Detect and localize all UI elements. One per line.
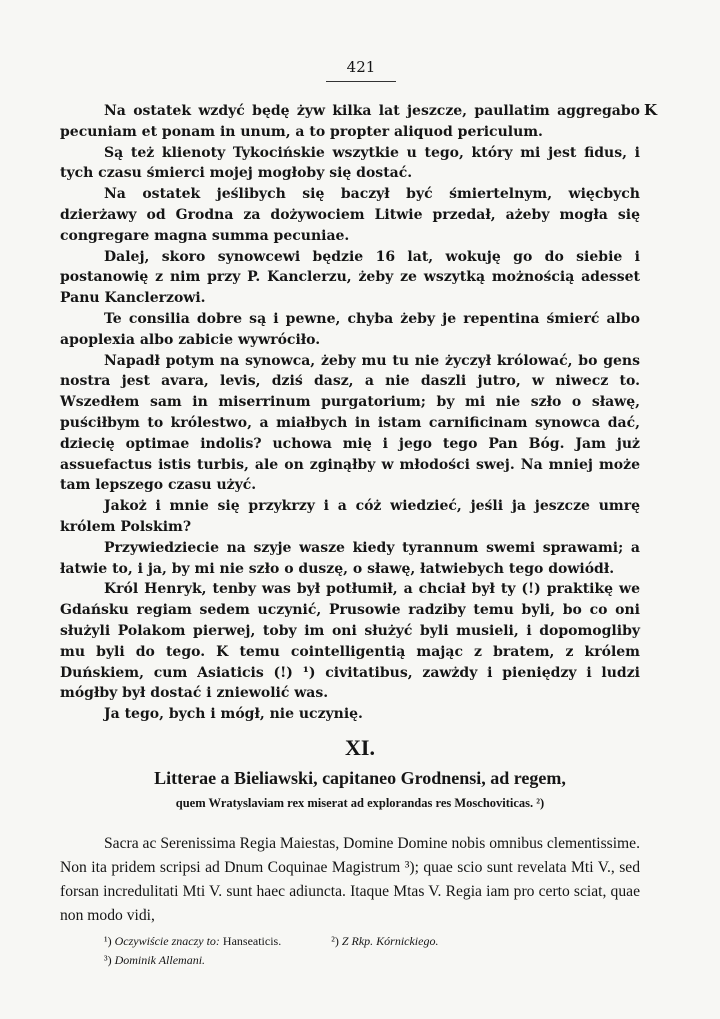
- body-text-part1: [60, 101, 640, 725]
- footnote-text: Hanseaticis.: [222, 934, 282, 948]
- paragraph: Ja tego, bych i mógł, nie uczynię.: [104, 706, 363, 723]
- paragraph: Król Henryk, tenby was był potłumił, a chciał był ty (!) praktikę we Gdańsku regiam sedem uczynić, Prusowie radziby temu byli, bo co oni służyli Polakom pierwej, toby im oni służyć byli musieli, i dopomogliby mu byli do tego. K temu cointelligentią mając z bratem, z królem Duńskiem, cum Asiaticis (!) ¹) civitatibus, zawżdy i pieniędzy i ludzi mógłby był dostać i zniewolić was.: [60, 581, 640, 702]
- paragraph: Na ostatek wzdyć będę żyw kilka lat jeszcze, paullatim aggregabo pecuniam et ponam in unum, a to propter aliquod periculum.: [60, 103, 640, 140]
- paragraph: Napadł potym na synowca, żeby mu tu nie życzył królować, bo gens nostra jest avara, levis, dziś dasz, a nie daszli jutro, w niwecz to. Wszedłem sam in miserrinum purgatorium; by mi nie szło o sławę, puściłbym to królestwo, a miałbych in istam carnificinam synowca dać, dziecię optimae indolis? uchowa mię i jego tego Pan Bóg. Jam już assuefactus istis turbis, ale on zginąłby w młodości swej. Na mniej może tam lepszego czasu użyć.: [60, 352, 640, 494]
- footnote-mark: ¹): [104, 934, 112, 948]
- paragraph: Jakoż i mnie się przykrzy i a cóż wiedzieć, jeśli ja jeszcze umrę królem Polskim?: [60, 498, 640, 535]
- footnote-row-2: [104, 951, 624, 970]
- paragraph: Przywiedziecie na szyje wasze kiedy tyrannum swemi sprawami; a łatwie to, i ja, by mi nie szło o duszę, o sławę, łatwiebych tego dowiódł.: [60, 539, 640, 577]
- paragraph: Dalej, skoro synowcewi będzie 16 lat, wokuję go do siebie i postanowię z nim przy P. Kanclerzu, żeby ze wszytką możnością adesset Panu Kanclerzowi.: [60, 248, 640, 307]
- footnote-italic: Dominik Allemani.: [114, 953, 206, 967]
- paragraph: Na ostatek jeślibych się baczył być śmiertelnym, więcbych dzierżawy od Grodna za dożywociem Litwie przedał, ażeby mogła się congregare magna summa pecuniae.: [60, 186, 640, 244]
- section-subtitle: quem Wratyslaviam rex miserat ad explorandas res Moschoviticas. ²): [175, 796, 545, 810]
- page-number-rule: [326, 81, 396, 82]
- page-number: 421: [346, 58, 376, 76]
- footnote-mark: ²): [331, 934, 339, 948]
- section-number: XI.: [345, 735, 375, 760]
- footnote-italic: Z Rkp. Kórnickiego.: [341, 934, 439, 948]
- section-title: Litterae a Bieliawski, capitaneo Grodnensi, ad regem,: [154, 768, 566, 788]
- footnotes: [104, 932, 624, 970]
- footnote-row-1: [104, 932, 624, 951]
- body-text-part2: [60, 832, 640, 928]
- margin-mark: K: [644, 101, 658, 119]
- footnote-italic: Oczywiście znaczy to:: [114, 934, 220, 948]
- paragraph: Te consilia dobre są i pewne, chyba żeby je repentina śmierć albo apoplexia albo zabicie wywróciło.: [60, 310, 640, 348]
- paragraph: Są też klienoty Tykocińskie wszytkie u tego, który mi jest fidus, i tych czasu śmierci mojej mogłoby się dostać.: [60, 144, 640, 182]
- paragraph: Sacra ac Serenissima Regia Maiestas, Domine Domine nobis omnibus clementissime. Non ita pridem scripsi ad Dnum Coquinae Magistrum ³); quae scio sunt revelata Mti V., sed forsan incredulitati Mti V. sunt haec adiuncta. Itaque Mtas V. Regia iam pro certo sciat, quae non modo vidi,: [60, 835, 640, 924]
- footnote-mark: ³): [104, 953, 112, 967]
